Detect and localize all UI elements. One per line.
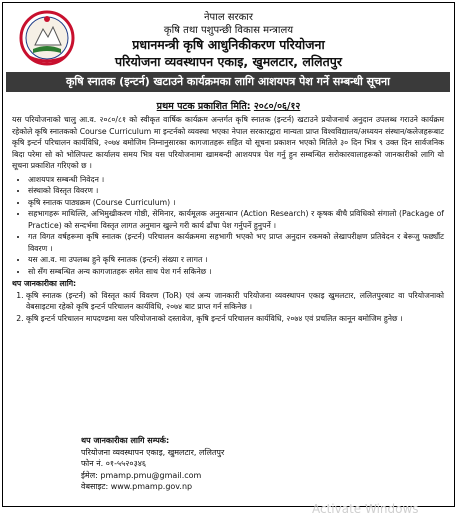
list-item: • यस आ.व. मा उपलब्ध हुने कृषि स्नातक (इन्टर्न) संख्या र लागत । (28, 254, 444, 266)
publication-label: प्रथम पटक प्रकाशित मिति: (156, 101, 251, 112)
notice-body (12, 114, 444, 324)
list-item: • कृषि स्नातक पाठ्यक्रम (Course Curriculum) । (28, 197, 444, 209)
activation-watermark: Activate Windows (312, 502, 419, 516)
more-info-title: थप जानकारीका लागि: (12, 279, 77, 288)
notice-title-banner: कृषि स्नातक (इन्टर्न) खटाउने कार्यक्रमका लागि आशयपत्र पेश गर्ने सम्बन्धी सूचना (6, 72, 450, 92)
list-item: • सहभागहरू माथिल्लि, अभिमुखीकरण गोष्ठी, सेमिनार, कार्यमूलक अनुसन्धान (Action Research) र कृषक बीचै प्रविधिको संगालो (Package of Practice) को सन्दर्भमा विस्तृत लागत अनुमान खुल्ने गरी कार्य ढाँचा पेश गर्नुपर्ने हुनुपर्ने । (28, 208, 444, 231)
contact-email[interactable]: ईमेल: pmamp.pmu@gmail.com (81, 470, 202, 480)
list-item: • सो सँग सम्बन्धित अन्य कागजातहरू समेत साथ पेश गर्न सकिनेछ । (28, 266, 444, 278)
contact-org: परियोजना व्यवस्थापन एकाइ, खुमलटार, ललितपुर (81, 447, 225, 457)
contact-website[interactable]: वेबसाइट: www.pmamp.gov.np (81, 482, 193, 492)
list-item: 1. कृषि स्नातक (इन्टर्न) को विस्तृत कार्य विवरण (ToR) एवं अन्य जानकारी परियोजना व्यवस्थापन एकाइ खुमलटार, ललितपुरबाट वा परियोजनाको वेबसाइटमा रहेको कृषि इन्टर्न परिचालन कार्यविधि, २०७४ बाट प्राप्त गर्न सकिनेछ । (26, 290, 444, 313)
list-item: • संस्थाको विस्तृत विवरण । (28, 185, 444, 197)
publication-date-value: २०८०/०६/१२ (253, 101, 301, 112)
ministry-name: कृषि तथा पशुपन्छी विकास मन्त्रालय (163, 25, 294, 36)
list-item: • गत विगत वर्षहरूमा कृषि स्नातक (इन्टर्न) परिचालन कार्यक्रममा सहभागी भएको भए प्राप्त अनुदान रकमको लेखापरीक्षण प्रतिवेदन र बेरूजु फर्छ्यौट विवरण । (28, 231, 444, 254)
intro-paragraph: यस परियोजनाको चालु आ.व. २०८०/८१ को स्वीकृत वार्षिक कार्यक्रम अन्तर्गत कृषि स्नातक (इन्टर्न) खटाउने प्रयोजनार्थ अनुदान उपलब्ध गराउने कार्यक्रम रहेकोले कृषि स्नातकको Course Curriculum मा इन्टर्नको व्यवस्था भएका नेपाल सरकारद्वारा मान्यता प्राप्त विश्वविद्यालय/अध्ययन संस्थान/कलेजहरूबाट कृषि इन्टर्न परिचालन कार्यविधि, २०७४ बमोजिम निम्नानुसारका कागजातहरू सहित यो सूचना प्रकाशन भएको मितिले ३० दिन भित्र ९ उक्त दिन सार्वजनिक बिदा परेमा सो को भोलिपल्ट कार्यालय समय भित्र यस परियोजनामा खामबन्दी आशयपत्र पेश गर्नु हुन सम्बन्धित सरोकारवालाहरूको जानकारीको लागि यो सूचना प्रकाशित गरिएको छ । (12, 115, 444, 170)
project-unit: परियोजना व्यवस्थापन एकाइ, खुमलटार, ललितपुर (115, 54, 342, 69)
contact-phone: फोन नं. ०१-५५२०३४६ (81, 459, 147, 469)
contact-block (81, 435, 381, 493)
contact-title: थप जानकारीका लागि सम्पर्क: (81, 436, 170, 445)
more-info-list (12, 290, 444, 325)
list-item: 2. कृषि इन्टर्न परिचालन मापदण्डमा यस परियोजनाको दस्तावेज, कृषि इन्टर्न परिचालन कार्यविधि, २०७४ एवं प्रचलित कानून बमोजिम हुनेछ । (26, 313, 444, 325)
government-name: नेपाल सरकार (204, 12, 253, 23)
requirements-list (12, 174, 444, 278)
project-name: प्रधानमन्त्री कृषि आधुनिकीकरण परियोजना (132, 37, 325, 52)
publication-date (3, 99, 454, 112)
public-notice (2, 2, 455, 507)
list-item: • आशयपत्र सम्बन्धी निवेदन । (28, 174, 444, 186)
